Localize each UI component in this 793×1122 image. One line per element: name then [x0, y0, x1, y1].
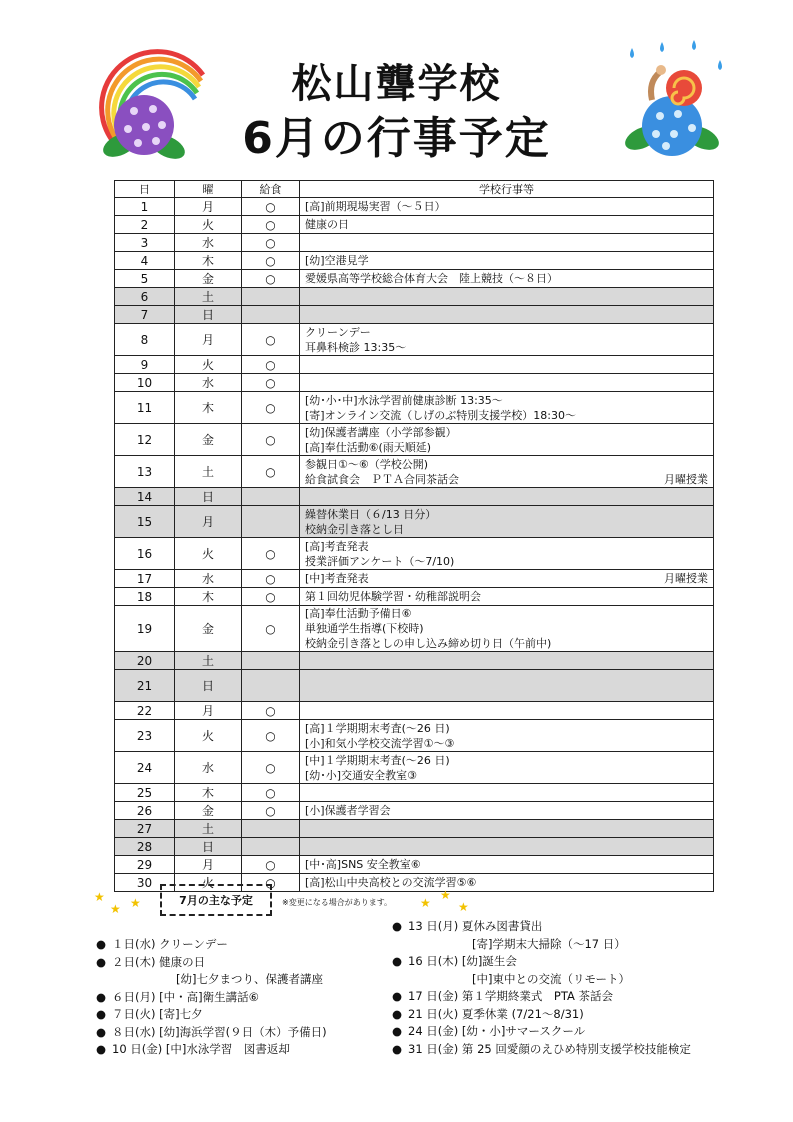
change-note: ※変更になる場合があります。: [282, 898, 393, 907]
weekday-cell: 月: [175, 506, 242, 538]
day-cell: 11: [115, 392, 175, 424]
event-line: [305, 736, 708, 751]
star-icon: ★: [110, 902, 121, 916]
lunch-cell: ○: [242, 856, 300, 874]
events-cell: [300, 538, 714, 570]
table-row: [115, 606, 714, 652]
weekday-cell: 水: [175, 374, 242, 392]
table-row: [115, 270, 714, 288]
lunch-cell: [242, 670, 300, 702]
day-cell: 28: [115, 838, 175, 856]
header-weekday: 曜: [175, 181, 242, 198]
events-cell: [300, 720, 714, 752]
day-cell: 30: [115, 874, 175, 892]
table-row: [115, 506, 714, 538]
lunch-cell: ○: [242, 456, 300, 488]
event-line: [305, 768, 708, 783]
lunch-cell: [242, 488, 300, 506]
bullet-icon: ●: [96, 954, 107, 969]
day-cell: 1: [115, 198, 175, 216]
table-row: [115, 252, 714, 270]
star-icon: ★: [458, 900, 469, 914]
event-text: 参観日①～⑥（学校公開): [305, 457, 429, 471]
bullet-icon: ●: [96, 1024, 107, 1039]
events-cell: [300, 234, 714, 252]
events-cell: [300, 856, 714, 874]
weekday-cell: 土: [175, 652, 242, 670]
bullet-icon: ●: [392, 954, 403, 968]
events-cell: [300, 216, 714, 234]
day-cell: 5: [115, 270, 175, 288]
day-cell: 29: [115, 856, 175, 874]
day-cell: 6: [115, 288, 175, 306]
bullet-icon: ●: [96, 989, 107, 1004]
table-row: [115, 588, 714, 606]
day-cell: 14: [115, 488, 175, 506]
events-cell: [300, 752, 714, 784]
event-text: クリーンデー: [305, 325, 371, 339]
weekday-cell: 月: [175, 198, 242, 216]
event-text: [高]１学期期末考査(～26 日): [305, 721, 450, 735]
bullet-icon: ●: [392, 1006, 403, 1021]
july-list-item: [392, 988, 691, 1006]
july-list-item: [96, 936, 327, 954]
table-body: [115, 198, 714, 892]
june-schedule-table: [114, 180, 714, 892]
table-row: [115, 856, 714, 874]
day-cell: 25: [115, 784, 175, 802]
weekday-cell: 水: [175, 234, 242, 252]
table-row: [115, 820, 714, 838]
lunch-cell: ○: [242, 324, 300, 356]
lunch-cell: ○: [242, 802, 300, 820]
events-cell: [300, 570, 714, 588]
weekday-cell: 木: [175, 784, 242, 802]
events-cell: [300, 198, 714, 216]
july-list-item: [392, 953, 691, 971]
events-cell: [300, 838, 714, 856]
bullet-icon: ●: [392, 1041, 403, 1056]
bullet-icon: ●: [96, 937, 107, 951]
lunch-cell: ○: [242, 570, 300, 588]
bullet-icon: ●: [392, 989, 403, 1003]
event-line: [305, 340, 708, 355]
weekday-cell: 金: [175, 424, 242, 456]
lunch-cell: ○: [242, 270, 300, 288]
weekday-cell: 木: [175, 588, 242, 606]
table-row: [115, 802, 714, 820]
table-header-row: [115, 181, 714, 198]
events-cell: [300, 588, 714, 606]
event-text: [高]松山中央高校との交流学習⑤⑥: [305, 876, 477, 889]
lunch-cell: ○: [242, 606, 300, 652]
table-row: [115, 288, 714, 306]
event-line: [305, 875, 708, 890]
event-line: [305, 457, 708, 472]
table-row: [115, 652, 714, 670]
july-item-text: [幼]七夕まつり、保護者講座: [176, 972, 323, 986]
weekday-cell: 水: [175, 752, 242, 784]
lunch-cell: ○: [242, 198, 300, 216]
events-cell: [300, 392, 714, 424]
weekday-cell: 土: [175, 288, 242, 306]
event-text: [小]和気小学校交流学習①～③: [305, 736, 455, 750]
lunch-cell: ○: [242, 874, 300, 892]
event-text: [幼･小]交通安全教室③: [305, 768, 417, 782]
table-row: [115, 570, 714, 588]
weekday-cell: 木: [175, 392, 242, 424]
events-cell: [300, 702, 714, 720]
bullet-icon: ●: [96, 1042, 107, 1056]
lunch-cell: ○: [242, 216, 300, 234]
events-cell: [300, 252, 714, 270]
header-lunch: 給食: [242, 181, 300, 198]
weekday-cell: 月: [175, 324, 242, 356]
day-cell: 7: [115, 306, 175, 324]
july-list-item: [392, 1041, 691, 1059]
event-line: [305, 606, 708, 621]
event-text: 校納金引き落としの申し込み締め切り日（午前中): [305, 637, 552, 650]
event-line: [305, 803, 708, 818]
table-row: [115, 392, 714, 424]
event-text: [幼]保護者講座（小学部参観）: [305, 425, 457, 439]
event-text: [小]保護者学習会: [305, 804, 391, 817]
day-cell: 10: [115, 374, 175, 392]
event-text: [幼･小･中]水泳学習前健康診断 13:35～: [305, 393, 503, 407]
event-text: 授業評価アンケート（～7/10): [305, 554, 455, 568]
lunch-cell: [242, 288, 300, 306]
bullet-icon: ●: [392, 919, 403, 933]
day-cell: 13: [115, 456, 175, 488]
event-line: [305, 393, 708, 408]
table-row: [115, 356, 714, 374]
events-cell: [300, 802, 714, 820]
july-list-item: [392, 1006, 691, 1024]
events-cell: [300, 374, 714, 392]
event-line: [305, 507, 708, 522]
lunch-cell: ○: [242, 424, 300, 456]
event-line: [305, 753, 708, 768]
event-line: [305, 539, 708, 554]
event-line: [305, 199, 708, 214]
july-list-left: [96, 936, 327, 1059]
day-cell: 26: [115, 802, 175, 820]
event-text: [高]奉仕活動予備日⑥: [305, 607, 412, 620]
event-text: 繰替休業日（６/13 日分）: [305, 507, 437, 521]
july-list-item: [96, 1041, 327, 1059]
lunch-cell: ○: [242, 356, 300, 374]
event-text: 単独通学生指導(下校時): [305, 622, 424, 635]
event-note: 月曜授業: [664, 472, 708, 486]
events-cell: [300, 456, 714, 488]
july-item-text: 10 日(金) [中]水泳学習 図書返却: [112, 1042, 290, 1056]
event-text: [寄]オンライン交流（しげのぶ特別支援学校）18:30～: [305, 408, 576, 422]
month-schedule-title: 6月の行事予定: [242, 113, 551, 164]
day-cell: 23: [115, 720, 175, 752]
events-cell: [300, 506, 714, 538]
weekday-cell: 月: [175, 702, 242, 720]
weekday-cell: 木: [175, 252, 242, 270]
event-text: [高]考査発表: [305, 539, 369, 553]
event-line: [305, 271, 708, 286]
lunch-cell: ○: [242, 720, 300, 752]
events-cell: [300, 424, 714, 456]
event-line: [305, 425, 708, 440]
event-line: [305, 522, 708, 537]
table-row: [115, 752, 714, 784]
lunch-cell: [242, 820, 300, 838]
weekday-cell: 金: [175, 802, 242, 820]
day-cell: 21: [115, 670, 175, 702]
event-note: 月曜授業: [664, 572, 708, 585]
weekday-cell: 土: [175, 820, 242, 838]
event-line: [305, 440, 708, 455]
lunch-cell: ○: [242, 234, 300, 252]
july-item-text: 16 日(木) [幼]誕生会: [408, 954, 517, 968]
event-line: [305, 636, 708, 651]
july-item-text: 31 日(金) 第 25 回愛顔のえひめ特別支援学校技能検定: [408, 1041, 691, 1056]
lunch-cell: ○: [242, 784, 300, 802]
july-list-right: [392, 918, 691, 1058]
table-row: [115, 670, 714, 702]
events-cell: [300, 356, 714, 374]
table-row: [115, 306, 714, 324]
july-item-text: [中]東中との交流（リモート）: [472, 971, 631, 986]
bullet-icon: ●: [96, 1007, 107, 1021]
july-item-text: ６日(月) [中・高]衛生講話⑥: [112, 989, 259, 1004]
event-text: 給食試食会 ＰＴＡ合同茶話会: [305, 472, 459, 486]
event-line: [305, 253, 708, 268]
lunch-cell: ○: [242, 752, 300, 784]
day-cell: 18: [115, 588, 175, 606]
event-line: [305, 721, 708, 736]
events-cell: [300, 606, 714, 652]
lunch-cell: ○: [242, 252, 300, 270]
event-line: [305, 472, 708, 487]
lunch-cell: ○: [242, 702, 300, 720]
weekday-cell: 水: [175, 570, 242, 588]
table-row: [115, 720, 714, 752]
table-row: [115, 702, 714, 720]
table-row: [115, 198, 714, 216]
july-list-item: [392, 936, 691, 954]
july-list-item: [96, 954, 327, 972]
event-line: [305, 857, 708, 872]
day-cell: 27: [115, 820, 175, 838]
event-line: [305, 554, 708, 569]
july-item-text: １日(水) クリーンデー: [112, 937, 228, 951]
weekday-cell: 火: [175, 720, 242, 752]
july-item-text: 13 日(月) 夏休み図書貸出: [408, 919, 543, 933]
school-name-title: 松山聾学校: [291, 61, 502, 107]
table-row: [115, 784, 714, 802]
event-text: [幼]空港見学: [305, 254, 369, 267]
weekday-cell: 日: [175, 838, 242, 856]
events-cell: [300, 670, 714, 702]
weekday-cell: 火: [175, 538, 242, 570]
table-row: [115, 324, 714, 356]
event-text: [高]奉仕活動⑥(雨天順延): [305, 440, 432, 454]
july-list-item: [392, 1023, 691, 1041]
table-row: [115, 838, 714, 856]
day-cell: 24: [115, 752, 175, 784]
events-cell: [300, 270, 714, 288]
july-item-text: 17 日(金) 第１学期終業式 PTA 茶話会: [408, 989, 614, 1003]
weekday-cell: 月: [175, 856, 242, 874]
day-cell: 2: [115, 216, 175, 234]
day-cell: 19: [115, 606, 175, 652]
weekday-cell: 火: [175, 216, 242, 234]
event-text: [中]考査発表: [305, 572, 369, 585]
table-row: [115, 456, 714, 488]
lunch-cell: [242, 838, 300, 856]
event-text: [中]１学期期末考査(～26 日): [305, 753, 450, 767]
table-row: [115, 538, 714, 570]
event-line: [305, 408, 708, 423]
bullet-icon: ●: [392, 1024, 403, 1038]
day-cell: 3: [115, 234, 175, 252]
event-line: [305, 621, 708, 636]
events-cell: [300, 306, 714, 324]
events-cell: [300, 324, 714, 356]
event-line: [305, 589, 708, 604]
table-row: [115, 374, 714, 392]
event-line: [305, 217, 708, 232]
star-icon: ★: [440, 888, 451, 902]
event-text: [高]前期現場実習（～５日）: [305, 200, 446, 213]
day-cell: 15: [115, 506, 175, 538]
events-cell: [300, 488, 714, 506]
events-cell: [300, 784, 714, 802]
day-cell: 22: [115, 702, 175, 720]
july-item-text: 24 日(金) [幼・小]サマースクール: [408, 1024, 586, 1038]
weekday-cell: 日: [175, 306, 242, 324]
day-cell: 17: [115, 570, 175, 588]
july-item-text: ８日(水) [幼]海浜学習(９日（木）予備日): [112, 1024, 327, 1039]
weekday-cell: 日: [175, 488, 242, 506]
day-cell: 8: [115, 324, 175, 356]
header-day: 日: [115, 181, 175, 198]
table-row: [115, 488, 714, 506]
july-list-item: [392, 918, 691, 936]
events-cell: [300, 820, 714, 838]
table-row: [115, 234, 714, 252]
event-text: [中･高]SNS 安全教室⑥: [305, 858, 421, 871]
star-icon: ★: [420, 896, 431, 910]
weekday-cell: 金: [175, 606, 242, 652]
weekday-cell: 金: [175, 270, 242, 288]
lunch-cell: [242, 306, 300, 324]
weekday-cell: 日: [175, 670, 242, 702]
day-cell: 9: [115, 356, 175, 374]
july-list-item: [96, 971, 327, 989]
lunch-cell: ○: [242, 392, 300, 424]
event-text: 愛媛県高等学校総合体育大会 陸上競技（～８日）: [305, 272, 558, 285]
lunch-cell: ○: [242, 588, 300, 606]
lunch-cell: [242, 506, 300, 538]
event-text: 校納金引き落とし日: [305, 522, 404, 536]
day-cell: 12: [115, 424, 175, 456]
july-item-text: [寄]学期末大掃除（～17 日）: [472, 936, 626, 951]
event-text: 耳鼻科検診 13:35～: [305, 340, 407, 354]
weekday-cell: 火: [175, 874, 242, 892]
event-text: 第１回幼児体験学習・幼稚部説明会: [305, 590, 481, 603]
lunch-cell: ○: [242, 538, 300, 570]
event-line: [305, 571, 708, 586]
day-cell: 4: [115, 252, 175, 270]
day-cell: 16: [115, 538, 175, 570]
july-title-box: 7月の主な予定: [160, 884, 272, 916]
star-icon: ★: [94, 890, 105, 904]
lunch-cell: ○: [242, 374, 300, 392]
header-events: 学校行事等: [300, 181, 714, 198]
event-text: 健康の日: [305, 218, 349, 231]
weekday-cell: 火: [175, 356, 242, 374]
table-row: [115, 216, 714, 234]
july-list-item: [96, 989, 327, 1007]
events-cell: [300, 652, 714, 670]
day-cell: 20: [115, 652, 175, 670]
july-item-text: 21 日(火) 夏季休業 (7/21～8/31): [408, 1006, 584, 1021]
lunch-cell: [242, 652, 300, 670]
july-item-text: ２日(木) 健康の日: [112, 954, 206, 969]
star-icon: ★: [130, 896, 141, 910]
july-list-item: [96, 1006, 327, 1024]
july-list-item: [392, 971, 691, 989]
event-line: [305, 325, 708, 340]
events-cell: [300, 288, 714, 306]
july-item-text: ７日(火) [寄]七夕: [112, 1007, 203, 1021]
table-row: [115, 424, 714, 456]
july-list-item: [96, 1024, 327, 1042]
events-cell: [300, 874, 714, 892]
weekday-cell: 土: [175, 456, 242, 488]
